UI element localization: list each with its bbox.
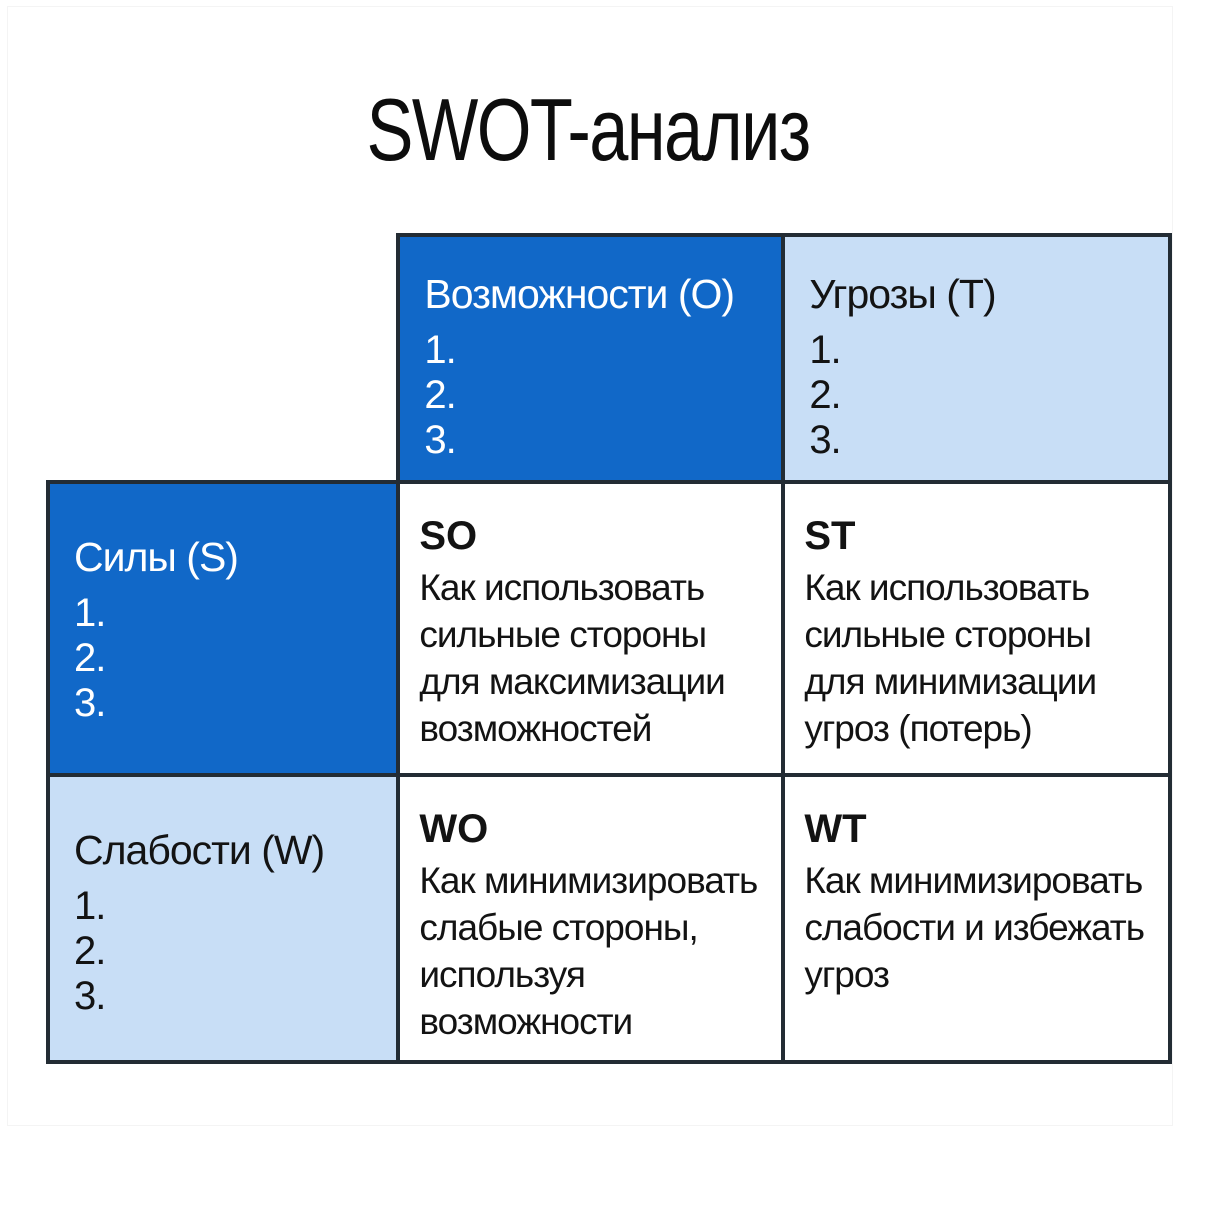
header-row — [48, 235, 1170, 482]
opportunities-item-2: 2. — [424, 372, 456, 417]
strengths-item-3: 3. — [74, 680, 106, 725]
threats-item-3: 3. — [809, 417, 841, 462]
strengths-item-1: 1. — [74, 591, 106, 636]
so-code: SO — [419, 514, 478, 558]
weaknesses-item-3: 3. — [74, 973, 106, 1018]
so-text-line: сильные стороны — [419, 614, 707, 655]
wt-strategy-cell — [783, 775, 1170, 1062]
opportunities-item-3: 3. — [424, 417, 456, 462]
threats-label: Угрозы (T) — [809, 271, 996, 317]
weaknesses-label: Слабости (W) — [74, 827, 325, 873]
swot-matrix — [46, 233, 1172, 1064]
weaknesses-item-2: 2. — [74, 928, 106, 973]
weaknesses-row — [48, 775, 1170, 1062]
weaknesses-item-1: 1. — [74, 884, 106, 929]
page-title: SWOT-анализ — [366, 80, 810, 179]
wo-text-line: используя — [419, 954, 585, 995]
strengths-row — [48, 482, 1170, 775]
wt-code: WT — [804, 807, 867, 851]
wo-code: WO — [419, 807, 489, 851]
so-text-line: Как использовать — [419, 567, 705, 608]
st-text-line: для минимизации — [804, 661, 1097, 702]
so-strategy-cell — [398, 482, 783, 775]
st-code: ST — [804, 514, 856, 558]
so-text-line: для максимизации — [419, 661, 725, 702]
strengths-label: Силы (S) — [74, 534, 238, 580]
opportunities-header-cell — [398, 235, 783, 482]
strengths-header-cell — [48, 482, 398, 775]
opportunities-item-1: 1. — [424, 328, 456, 373]
st-text-line: угроз (потерь) — [804, 708, 1032, 749]
st-text-line: Как использовать — [804, 567, 1090, 608]
opportunities-label: Возможности (O) — [424, 271, 735, 317]
strengths-item-2: 2. — [74, 635, 106, 680]
weaknesses-header-cell — [48, 775, 398, 1062]
empty-corner-cell — [48, 235, 398, 482]
wt-text-line: угроз — [804, 954, 890, 995]
wo-text-line: возможности — [419, 1001, 633, 1042]
st-text-line: сильные стороны — [804, 614, 1092, 655]
so-text-line: возможностей — [419, 708, 652, 749]
wt-text-line: слабости и избежать — [804, 907, 1144, 948]
wo-text-line: Как минимизировать — [419, 860, 758, 901]
st-strategy-cell — [783, 482, 1170, 775]
swot-slide — [8, 7, 1172, 1125]
threats-item-1: 1. — [809, 328, 841, 373]
wo-text-line: слабые стороны, — [419, 907, 698, 948]
wt-text-line: Как минимизировать — [804, 860, 1143, 901]
threats-item-2: 2. — [809, 372, 841, 417]
threats-header-cell — [783, 235, 1170, 482]
wo-strategy-cell — [398, 775, 783, 1062]
